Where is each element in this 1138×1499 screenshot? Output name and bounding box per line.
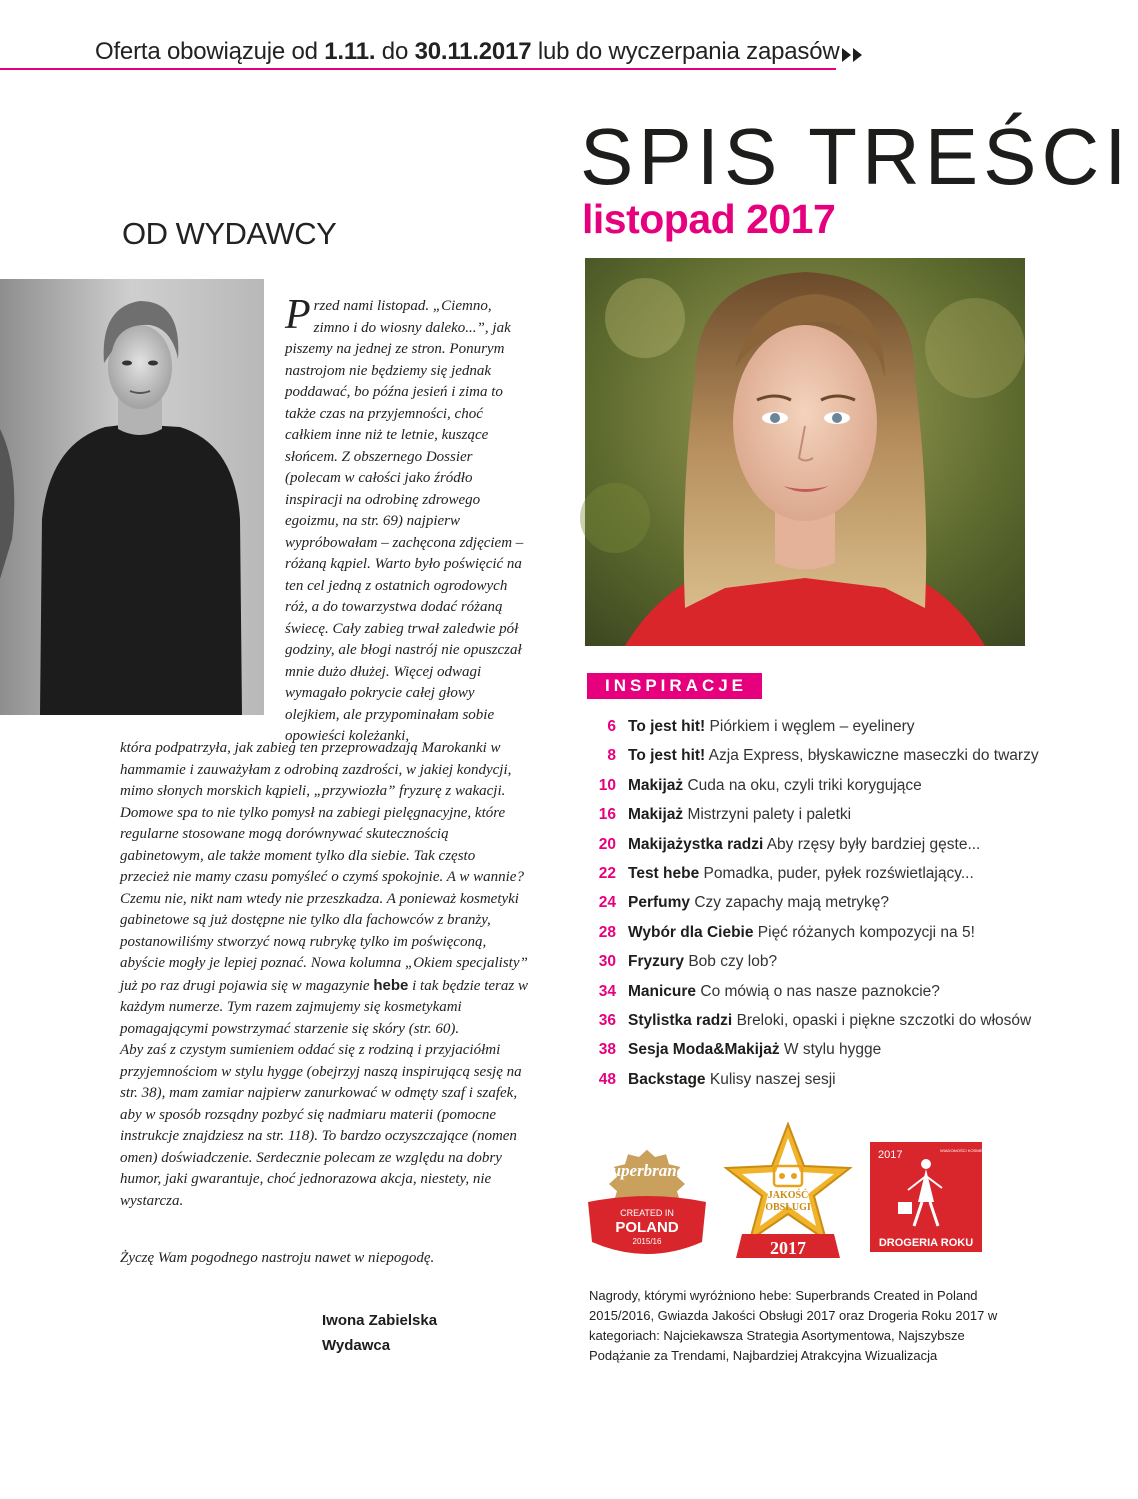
- toc-page-number: 16: [598, 806, 616, 824]
- offer-middle: do: [375, 38, 415, 65]
- double-arrow-icon: [842, 46, 864, 64]
- toc-item[interactable]: [588, 747, 1048, 776]
- toc-page-number: 34: [598, 982, 616, 1000]
- toc-item[interactable]: [588, 777, 1048, 806]
- toc-description: Pomadka, puder, pyłek rozświetlający...: [703, 864, 974, 882]
- toc-list: [588, 718, 1048, 1100]
- toc-description: W stylu hygge: [783, 1041, 882, 1059]
- toc-category: Stylistka radzi: [628, 1011, 733, 1029]
- cover-photo: [585, 258, 1025, 646]
- toc-page-number: 36: [598, 1011, 616, 1029]
- jakosc-line2: OBSŁUGI: [765, 1202, 811, 1213]
- drop-cap: P: [285, 292, 311, 338]
- toc-item[interactable]: [588, 1041, 1048, 1070]
- toc-category: Test hebe: [628, 864, 700, 882]
- editorial-greeting: Życzę Wam pogodnego nastroju nawet w niepogodę.: [120, 1250, 435, 1266]
- toc-item[interactable]: [588, 865, 1048, 894]
- offer-date-to: 30.11.2017: [414, 38, 532, 65]
- toc-category: Sesja Moda&Makijaż: [628, 1041, 780, 1059]
- toc-item[interactable]: [588, 953, 1048, 982]
- superbrands-award-badge: [584, 1146, 710, 1262]
- toc-item[interactable]: [588, 894, 1048, 923]
- toc-description: Co mówią o nas nasze paznokcie?: [700, 982, 940, 1000]
- toc-page-number: 38: [598, 1041, 616, 1059]
- editorial-text-top: [285, 292, 525, 748]
- toc-item[interactable]: [588, 1071, 1048, 1100]
- toc-description: Mistrzyni palety i paletki: [687, 806, 852, 824]
- superbrands-brand-text: Superbrands: [602, 1161, 692, 1180]
- superbrands-line1: CREATED IN: [620, 1208, 674, 1218]
- toc-page-number: 10: [598, 776, 616, 794]
- toc-page-number: 24: [598, 894, 616, 912]
- toc-category: Manicure: [628, 982, 697, 1000]
- toc-description: Breloki, opaski i piękne szczotki do włosów: [736, 1011, 1032, 1029]
- toc-category: To jest hit!: [628, 747, 706, 765]
- toc-description: Czy zapachy mają metrykę?: [694, 894, 890, 912]
- toc-title: SPIS TREŚCI: [580, 112, 1132, 201]
- jakosc-year: 2017: [770, 1238, 806, 1258]
- jakosc-line1: JAKOŚĆ: [767, 1190, 809, 1201]
- toc-category: Makijaż: [628, 806, 684, 824]
- drogeria-mag: WIADOMOŚCI KOSMETYCZNE: [940, 1148, 999, 1153]
- drogeria-label: DROGERIA ROKU: [878, 1237, 974, 1249]
- toc-page-number: 48: [598, 1070, 616, 1088]
- signature: [322, 1308, 437, 1358]
- toc-description: Bob czy lob?: [688, 953, 778, 971]
- offer-underline: [0, 68, 836, 70]
- offer-suffix: lub do wyczerpania zapasów: [531, 38, 840, 65]
- toc-description: Piórkiem i węglem – eyelinery: [709, 718, 915, 735]
- toc-description: Aby rzęsy były bardziej gęste...: [766, 835, 981, 853]
- toc-page-number: 20: [598, 835, 616, 853]
- toc-item[interactable]: [588, 806, 1048, 835]
- toc-category: Backstage: [628, 1070, 706, 1088]
- awards-caption: Nagrody, którymi wyróżniono hebe: Superbrands Created in Poland 2015/2016, Gwiazda Jakości Obsługi 2017 oraz Drogeria Roku 2017 w kategoriach: Najciekawsza Strategia Asortymentowa, Najszybsze Podążanie za Trendami, Najbardziej Atrakcyjna Wizualizacja: [589, 1288, 998, 1363]
- toc-category: Makijażystka radzi: [628, 835, 764, 853]
- toc-item[interactable]: [588, 836, 1048, 865]
- drogeria-year: 2017: [878, 1149, 903, 1161]
- superbrands-line2: POLAND: [615, 1219, 679, 1236]
- toc-page-number: 30: [598, 953, 616, 971]
- editorial-heading: OD WYDAWCY: [122, 216, 337, 251]
- toc-description: Kulisy naszej sesji: [709, 1070, 836, 1088]
- toc-page-number: 8: [607, 747, 616, 765]
- publisher-photo: [0, 279, 264, 715]
- toc-section-label: INSPIRACJE: [587, 673, 762, 699]
- drogeria-roku-award-badge: [870, 1142, 999, 1252]
- toc-category: Fryzury: [628, 953, 684, 971]
- toc-description: Cuda na oku, czyli triki korygujące: [687, 776, 922, 794]
- editorial-paragraph-2: [120, 738, 528, 1040]
- toc-item[interactable]: [588, 983, 1048, 1012]
- toc-category: Wybór dla Ciebie: [628, 923, 754, 941]
- toc-page-number: 6: [607, 718, 616, 735]
- toc-page-number: 28: [598, 923, 616, 941]
- editorial-paragraph-3: Aby zaś z czystym sumieniem oddać się z rodziną i przyjaciółmi przyjemnościom w stylu hygge (obejrzyj naszą inspirującą sesję na str. 38), mam zamiar najpierw zanurkować w odmęty szaf i szafek, aby w sposób rozsądny pozbyć się nadmiaru materii (pomocne instrukcje znajdziesz na str. 118). To bardzo oczyszczające (nomen omen) doświadczenie. Serdecznie polecam ze względu na dobry humor, jaki gwarantuje, choć jednorazowa akcja, niestety, nie wystarcza.: [120, 1042, 522, 1209]
- offer-banner: [95, 38, 840, 66]
- toc-month: listopad 2017: [582, 196, 836, 242]
- toc-item[interactable]: [588, 924, 1048, 953]
- toc-item[interactable]: [588, 718, 1048, 747]
- jakosc-obslugi-award-badge: [724, 1122, 852, 1260]
- editorial-paragraph-1: rzed nami listopad. „Ciemno, zimno i do wiosny daleko...”, jak piszemy na jednej ze stron. Ponurym nastrojom nie będziemy się jednak poddawać, bo późna jesień i zima to także czas na przyjemności, choć całkiem inne niż te letnie, kuszące słońcem. Z obszernego Dossier (polecam w całości jako źródło inspiracji na odrobinę zdrowego egoizmu, na str. 69) najpierw wypróbowałam – zachęcona zdjęciem – różaną kąpiel. Warto było poświęcić na ten cel jedną z ostatnich ogrodowych róż, a do towarzystwa dodać różaną świecę. Cały zabieg trwał zaledwie pół godziny, ale błogi nastrój nie opuszczał mnie dużo dłużej. Więcej odwagi wymagało pokrycie całej głowy olejkiem, ale przypominałam sobie opowieści koleżanki,: [285, 298, 524, 744]
- toc-category: To jest hit!: [628, 718, 706, 735]
- toc-description: Pięć różanych kompozycji na 5!: [757, 923, 975, 941]
- toc-category: Perfumy: [628, 894, 691, 912]
- brand-hebe-inline: hebe: [373, 976, 409, 994]
- editorial-text-bottom: [120, 738, 528, 1212]
- superbrands-line3: 2015/16: [632, 1237, 662, 1246]
- toc-page-number: 22: [598, 864, 616, 882]
- editorial-text-part: która podpatrzyła, jak zabieg ten przeprowadzają Marokanki w hammamie i zauważyłam z odrobiną zazdrości, w jakiej kondycji, mimo słonych morskich kąpieli, „przywiozła” fryzurę z wakacji. Domowe spa to nie tylko pomysł na zabiegi pielęgnacyjne, które regularne stosowane mogą dorównywać skutecznością gabinetowym, ale także moment tylko dla siebie. Tak często przecież nie mamy czasu pomyśleć o czymś spokojnie. A w wannie? Czemu nie, nikt nam wtedy nie przeszkadza. A ponieważ kosmetyki gabinetowe są już dostępne nie tylko dla fachowców z branży, postanowiliśmy stworzyć nową rubrykę tylko im poświęconą, abyście mogły je lepiej poznać. Nowa kolumna „Okiem specjalisty” już po raz drugi pojawia się w magazynie: [120, 740, 528, 994]
- offer-prefix: Oferta obowiązuje od: [95, 38, 325, 65]
- signature-role: Wydawca: [322, 1337, 391, 1354]
- toc-item[interactable]: [588, 1012, 1048, 1041]
- offer-date-from: 1.11.: [324, 38, 376, 65]
- toc-category: Makijaż: [628, 776, 684, 794]
- signature-name: Iwona Zabielska: [322, 1312, 438, 1329]
- toc-description: Azja Express, błyskawiczne maseczki do twarzy: [708, 747, 1039, 765]
- editorial-text-part: i tak będzie teraz w każdym numerze. Tym razem zajmujemy się kosmetykami pomagającymi powstrzymać starzenie się skóry (str. 60).: [120, 977, 528, 1037]
